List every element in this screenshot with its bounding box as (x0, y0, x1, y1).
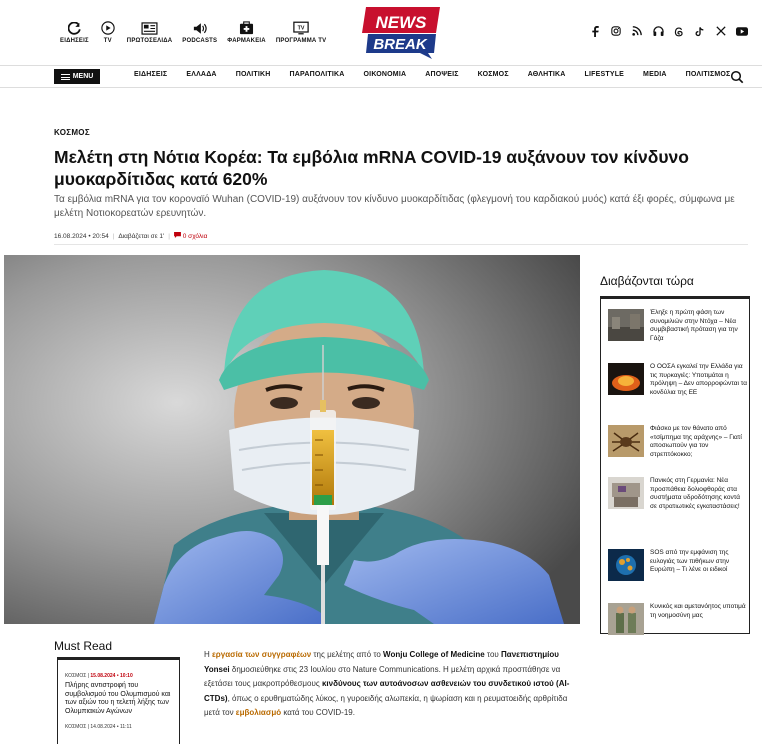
trending-list (600, 296, 750, 634)
article-category[interactable]: ΚΟΣΜΟΣ (54, 128, 90, 137)
quick-link-tv-schedule[interactable] (276, 20, 327, 44)
body-link[interactable]: εμβολιασμό (235, 708, 282, 717)
threads-icon[interactable] (673, 25, 685, 37)
tiktok-icon[interactable] (694, 25, 706, 37)
x-icon[interactable] (715, 25, 727, 37)
quick-link-podcasts[interactable] (182, 20, 217, 44)
body-bold: Wonju College of Medicine (383, 650, 485, 659)
nav-item-culture[interactable]: ΠΟΛΙΤΙΣΜΟΣ (685, 71, 731, 78)
menu-button[interactable] (54, 69, 100, 84)
body-text: κατά του COVID-19. (281, 708, 355, 717)
must-read-meta (65, 724, 173, 730)
must-read-box (57, 657, 180, 744)
article-read-time: Διαβάζεται σε 1' (118, 232, 165, 240)
body-text: , όπως ο ερυθηματώδης λύκος, η γυροειδής αλωπεκία, η ψωρίαση και η ρευματοειδής αρθρίτιδα μετά τον (204, 693, 568, 717)
quick-link-pharmacies[interactable] (227, 20, 266, 44)
hamburger-icon (61, 74, 70, 80)
menu-label: MENU (72, 73, 94, 80)
sidebar-title: Διαβάζονται τώρα (600, 274, 694, 288)
trending-item[interactable] (608, 425, 748, 459)
trending-headline: Ο ΟΟΣΑ εγκαλεί την Ελλάδα για τις πυρκαγιές: Υποτιμάται η πρόληψη – Δεν απορροφώνται τα κονδύλια της ΕΕ (650, 363, 747, 396)
trending-thumbnail (608, 549, 644, 581)
search-icon[interactable] (730, 70, 744, 84)
youtube-icon[interactable] (736, 25, 748, 37)
quick-links (60, 20, 336, 44)
trending-thumbnail (608, 309, 644, 341)
article-body-paragraph (204, 648, 574, 721)
top-bar (0, 0, 762, 66)
meta-divider: | (87, 724, 91, 730)
quick-link-tv[interactable] (99, 20, 117, 44)
must-read-category[interactable]: ΚΟΣΜΟΣ (65, 673, 87, 679)
must-read-title: Must Read (54, 639, 113, 653)
rss-icon[interactable] (631, 25, 643, 37)
trending-item[interactable] (608, 603, 748, 635)
quick-link-frontpages[interactable] (127, 20, 173, 44)
meta-divider: | (168, 232, 170, 240)
nav-item-opinions[interactable]: ΑΠΟΨΕΙΣ (425, 71, 459, 78)
body-text: Η (204, 650, 212, 659)
quick-link-label: PODCASTS (182, 38, 218, 44)
nav-item-politics[interactable]: ΠΟΛΙΤΙΚΗ (235, 71, 271, 78)
nav-item-economy[interactable]: ΟΙΚΟΝΟΜΙΑ (363, 71, 407, 78)
trending-item[interactable] (608, 549, 748, 581)
comment-icon (174, 232, 181, 238)
article-headline: Μελέτη στη Νότια Κορέα: Τα εμβόλια mRNA COVID-19 αυξάνουν τον κίνδυνο μυοκαρδίτιδας κατά 620% (54, 147, 689, 189)
article-lead: Τα εμβόλια mRNA για τον κοροναϊό Wuhan (COVID-19) αυξάνουν τον κίνδυνο μυοκαρδίτιδας (φλεγμονή του καρδιακού μυός) κατά έξι φορές, σύμφωνα με μελέτη Νοτιοκορεατών ερευνητών. (54, 194, 735, 219)
trending-headline: SOS από την εμφάνιση της ευλογιάς των πιθήκων στην Ευρώπη – Τι λένε οι ειδικοί (650, 549, 730, 573)
nav-item-lifestyle[interactable]: LIFESTYLE (584, 71, 625, 78)
nav-item-media[interactable]: MEDIA (643, 71, 667, 78)
divider (54, 244, 748, 245)
svg-text:TV: TV (297, 25, 305, 32)
body-text: δημοσιεύθηκε στις 23 Ιουλίου στο Nature Communications. Η μελέτη αρχικά προσπάθησε να εξετάσει τους μακροπρόθεσμους (204, 664, 561, 688)
body-text: της μελέτης από το (311, 650, 384, 659)
body-link[interactable]: εργασία των συγγραφέων (212, 650, 312, 659)
speaker-icon (191, 20, 209, 36)
svg-text:BREAK: BREAK (373, 36, 427, 53)
quick-link-news[interactable] (60, 20, 89, 44)
trending-headline: Κυνικός και αμετανόητος υποτιμά τη νοημοσύνη μας (650, 603, 746, 619)
quick-link-label: TV (103, 38, 112, 44)
body-text: του (484, 650, 502, 659)
trending-thumbnail (608, 425, 644, 457)
nav-item-sports[interactable]: ΑΘΛΗΤΙΚΑ (527, 71, 566, 78)
body-bold: Πανεπιστημίου Yonsei (204, 650, 559, 674)
nav-item-world[interactable]: ΚΟΣΜΟΣ (477, 71, 509, 78)
article-meta (54, 232, 207, 240)
trending-item[interactable] (608, 309, 748, 343)
hero-image (4, 255, 580, 624)
must-read-meta (65, 673, 173, 679)
facebook-icon[interactable] (589, 25, 601, 37)
trending-headline: Έληξε η πρώτη φάση των συνομιλιών στην Ντόχα – Νέα συμβιβαστική πρόταση για την Γάζα (650, 309, 738, 342)
pharmacy-icon (238, 20, 256, 36)
article-date: 16.08.2024 • 20:54 (54, 232, 109, 240)
trending-headline: Πανικός στη Γερμανία: Νέα προσπάθεια δολιοφθοράς στα συστήματα υδροδότησης κοντά σε στρατιωτικές εγκαταστάσεις! (650, 477, 740, 510)
nav-items (134, 71, 749, 78)
meta-divider: | (87, 673, 91, 679)
refresh-icon (65, 20, 83, 36)
main-nav (0, 66, 762, 88)
quick-link-label: ΦΑΡΜΑΚΕΙΑ (227, 38, 266, 44)
svg-text:NEWS: NEWS (375, 13, 427, 32)
quick-link-label: ΕΙΔΗΣΕΙΣ (60, 38, 89, 44)
trending-thumbnail (608, 477, 644, 509)
must-read-date: 14.08.2024 • 11:11 (90, 724, 132, 730)
site-logo[interactable] (362, 7, 440, 59)
play-icon (99, 20, 117, 36)
comments-link[interactable] (174, 232, 207, 240)
must-read-category[interactable]: ΚΟΣΜΟΣ (65, 724, 87, 730)
trending-item[interactable] (608, 477, 748, 511)
meta-divider: | (112, 232, 115, 240)
podcast-icon[interactable] (652, 25, 664, 37)
instagram-icon[interactable] (610, 25, 622, 37)
comments-count: 0 σχόλια (182, 233, 208, 240)
trending-thumbnail (608, 603, 644, 635)
social-links (589, 25, 748, 37)
nav-item-news[interactable]: ΕΙΔΗΣΕΙΣ (134, 71, 168, 78)
nav-item-greece[interactable]: ΕΛΛΑΔΑ (186, 71, 217, 78)
must-read-headline[interactable]: Πλήρης αντιστροφή του συμβολισμού του Ολυμπισμού και των αξιών του η τελετή λήξης των Ολυμπιακών Αγώνων (65, 682, 171, 715)
trending-thumbnail (608, 363, 644, 395)
must-read-date: 15.08.2024 • 10:10 (90, 673, 133, 679)
trending-item[interactable] (608, 363, 748, 397)
nav-item-parapolitics[interactable]: ΠΑΡΑΠΟΛΙΤΙΚΑ (289, 71, 345, 78)
newspaper-icon (141, 20, 159, 36)
quick-link-label: ΠΡΟΓΡΑΜΜΑ TV (275, 38, 327, 44)
quick-link-label: ΠΡΩΤΟΣΕΛΙΔΑ (126, 38, 173, 44)
tv-icon (292, 20, 310, 36)
body-bold: κινδύνους των αυτοάνοσων ασθενειών του συνδετικού ιστού (AI-CTDs) (204, 679, 570, 703)
trending-headline: Φιάσκο με τον θάνατο από «τσίμπημα της αράχνης» – Γιατί αποσιωπούν για τον στρεπτόκοκκο; (650, 425, 742, 458)
